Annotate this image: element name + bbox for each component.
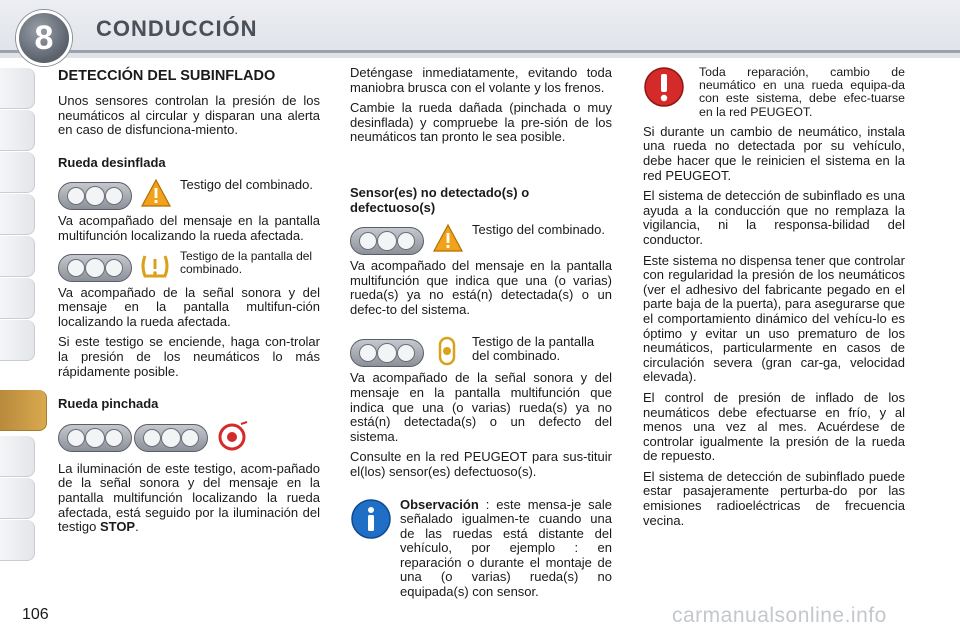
chapter-title: CONDUCCIÓN bbox=[96, 16, 258, 41]
chapter-tab[interactable] bbox=[0, 478, 35, 519]
dashboard-icon bbox=[58, 254, 132, 282]
intro-paragraph: Unos sensores controlan la presión de los neumáticos al circular y disparan una alerta en caso de disfunciona-miento. bbox=[58, 93, 320, 138]
column-2 bbox=[350, 60, 612, 600]
dashboard-icon bbox=[58, 182, 132, 210]
paragraph: El control de presión de inflado de los neumáticos debe efectuarse en frío, y al menos una vez al mes. Acuérdese de controlar igualmente la presión de la rueda de repuesto. bbox=[643, 389, 905, 464]
paragraph bbox=[58, 462, 320, 535]
tyre-pressure-icon bbox=[138, 250, 172, 282]
alert-box bbox=[643, 66, 905, 119]
chapter-tabs bbox=[0, 58, 46, 578]
alert-text: Toda reparación, cambio de neumático en una rueda equipa-da con este sistema, debe efec-tuarse en la red PEUGEOT. bbox=[699, 65, 905, 119]
observation-label: Observación bbox=[400, 496, 479, 512]
indicator-row bbox=[58, 420, 320, 452]
observation-text bbox=[400, 498, 612, 600]
dashboard-icon bbox=[58, 424, 132, 452]
chapter-tab-active[interactable] bbox=[0, 390, 47, 431]
paragraph: Consulte en la red PEUGEOT para sus-tituir el(los) sensor(es) defectuoso(s). bbox=[350, 449, 612, 479]
subsection-title: Rueda pinchada bbox=[58, 396, 159, 412]
paragraph: Deténgase inmediatamente, evitando toda maniobra brusca con el volante y los frenos. bbox=[350, 65, 612, 95]
header-rule bbox=[0, 50, 960, 53]
subsection-title: Rueda desinflada bbox=[58, 154, 166, 170]
paragraph: El sistema de detección de subinflado es una ayuda a la conducción que no remplaza la vigilancia, ni la responsa-bilidad del conductor. bbox=[643, 188, 905, 247]
chapter-tab[interactable] bbox=[0, 152, 35, 193]
paragraph: Si este testigo se enciende, haga con-trolar la presión de los neumáticos lo más rápidamente posible. bbox=[58, 334, 320, 379]
info-icon bbox=[350, 498, 392, 540]
observation-body: : este mensa-je sale señalado igualmen-te cuando una de las ruedas está distante del vehículo, por ejemplo : en reparación o durante el montaje de una (o varias) rueda(s) no equipada(s) con sensor. bbox=[400, 496, 612, 600]
tyre-puncture-icon bbox=[216, 420, 250, 452]
subsection-title: Sensor(es) no detectado(s) o defectuoso(s) bbox=[350, 184, 530, 215]
column-1 bbox=[58, 60, 320, 541]
dashboard-icon bbox=[350, 339, 424, 367]
paragraph: El sistema de detección de subinflado puede estar pasajeramente perturba-do por las emisiones radioeléctricas de frecuencia vecina. bbox=[643, 468, 905, 528]
paragraph-end: . bbox=[135, 519, 139, 535]
paragraph: Este sistema no dispensa tener que controlar con regularidad la presión de los neumáticos (ver el adhesivo del fabricante pegado en el parte baja de la puerta), para asegurarse que el comportamiento dinámico del vehícu-lo es óptimo y evitar un uso prematuro de los neumáticos, particularmente en casos de circulación severa (gran car-ga, velocidad elevada). bbox=[643, 252, 905, 385]
indicator-label: Testigo del combinado. bbox=[472, 221, 605, 237]
section-title: DETECCIÓN DEL SUBINFLADO bbox=[58, 68, 276, 84]
indicator-label: Testigo de la pantalla del combinado. bbox=[472, 334, 595, 364]
alert-exclamation-icon bbox=[643, 66, 685, 108]
dashboard-icon bbox=[134, 424, 208, 452]
chapter-tab[interactable] bbox=[0, 520, 35, 561]
paragraph-text: La iluminación de este testigo, acom-pañado de la señal sonora y del mensaje en la pantalla multifunción localizando la rueda afectada, está seguido por la iluminación del testigo bbox=[58, 460, 320, 535]
chapter-tab[interactable] bbox=[0, 236, 35, 277]
chapter-tab[interactable] bbox=[0, 110, 35, 151]
indicator-row bbox=[350, 335, 612, 367]
paragraph: Va acompañado del mensaje en la pantalla multifunción que indica que una (o varias) rueda(s) ya no está(n) detectada(s) o un defec-to del sistema. bbox=[350, 257, 612, 317]
paragraph: Va acompañado del mensaje en la pantalla multifunción localizando la rueda afectada. bbox=[58, 213, 320, 243]
watermark: carmanualsonline.info bbox=[672, 604, 887, 627]
paragraph: Si durante un cambio de neumático, instala una rueda no detectada por su vehículo, debe hacer que le reinicien el sistema en la red PEUGEOT. bbox=[643, 123, 905, 183]
chapter-tab[interactable] bbox=[0, 320, 35, 361]
tyre-sensor-icon bbox=[430, 335, 464, 367]
dashboard-icon bbox=[350, 227, 424, 255]
warning-triangle-icon bbox=[432, 223, 464, 253]
page-number: 106 bbox=[22, 606, 49, 623]
indicator-label: Testigo de la pantalla del combinado. bbox=[180, 248, 313, 276]
column-3 bbox=[643, 60, 905, 534]
stop-keyword: STOP bbox=[99, 519, 136, 535]
paragraph: Cambie la rueda dañada (pinchada o muy desinflada) y compruebe la pre-sión de los neumáticos tan pronto le sea posible. bbox=[350, 100, 612, 145]
chapter-tab[interactable] bbox=[0, 278, 35, 319]
indicator-label: Testigo del combinado. bbox=[180, 177, 313, 193]
chapter-tab[interactable] bbox=[0, 68, 35, 109]
paragraph: Va acompañado de la señal sonora y del mensaje en la pantalla multifunción que indica que una (o varias) rueda(s) ya no está(n) detectada(s) o un defecto del sistema. bbox=[350, 370, 612, 444]
observation-box bbox=[350, 498, 612, 600]
chapter-tab[interactable] bbox=[0, 194, 35, 235]
chapter-tab[interactable] bbox=[0, 436, 35, 477]
paragraph: Va acompañado de la señal sonora y del mensaje en la pantalla multifun-ción localizando la rueda afectada. bbox=[58, 284, 320, 329]
indicator-row bbox=[58, 178, 320, 210]
chapter-badge: 8 bbox=[16, 10, 72, 66]
indicator-row bbox=[58, 250, 320, 282]
warning-triangle-icon bbox=[140, 178, 172, 208]
indicator-row bbox=[350, 223, 612, 255]
